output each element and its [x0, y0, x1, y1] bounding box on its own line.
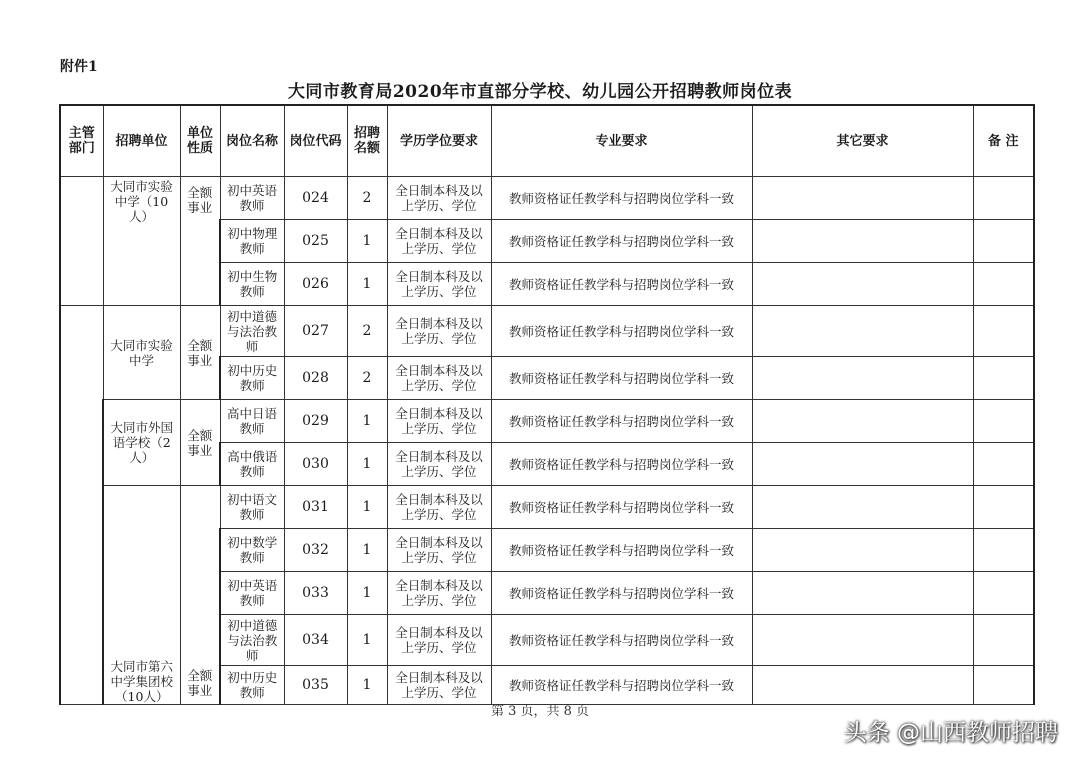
watermark-text: 头条 @山西教师招聘 [843, 720, 1058, 746]
notes-cell [973, 263, 1034, 306]
other-cell [752, 400, 973, 443]
position-cell: 初中生物教师 [220, 263, 284, 306]
major-cell: 教师资格证任教学科与招聘岗位学科一致 [491, 443, 752, 486]
header-dept: 主管部门 [60, 105, 103, 177]
other-cell [752, 220, 973, 263]
header-code: 岗位代码 [284, 105, 347, 177]
major-cell: 教师资格证任教学科与招聘岗位学科一致 [491, 220, 752, 263]
quota-cell: 1 [347, 486, 387, 529]
major-cell: 教师资格证任教学科与招聘岗位学科一致 [491, 177, 752, 220]
other-cell [752, 357, 973, 400]
education-cell: 全日制本科及以上学历、学位 [387, 572, 491, 615]
position-cell: 初中语文教师 [220, 486, 284, 529]
position-cell: 高中俄语教师 [220, 443, 284, 486]
notes-cell [973, 357, 1034, 400]
education-cell: 全日制本科及以上学历、学位 [387, 666, 491, 705]
table-row [60, 400, 1034, 443]
header-other: 其它要求 [752, 105, 973, 177]
header-major: 专业要求 [491, 105, 752, 177]
education-cell: 全日制本科及以上学历、学位 [387, 220, 491, 263]
other-cell [752, 306, 973, 357]
dept-cell [60, 177, 103, 306]
quota-cell: 2 [347, 177, 387, 220]
notes-cell [973, 486, 1034, 529]
code-cell: 028 [284, 357, 347, 400]
education-cell: 全日制本科及以上学历、学位 [387, 443, 491, 486]
notes-cell [973, 572, 1034, 615]
code-cell: 034 [284, 615, 347, 666]
other-cell [752, 572, 973, 615]
position-cell: 初中英语教师 [220, 572, 284, 615]
nature-cell: 全额事业 [180, 400, 220, 486]
table-row [60, 306, 1034, 357]
quota-cell: 1 [347, 572, 387, 615]
page-number-footer: 第 3 页，共 8 页 [490, 704, 590, 719]
other-cell [752, 666, 973, 705]
notes-cell [973, 615, 1034, 666]
document-title: 大同市教育局2020年市直部分学校、幼儿园公开招聘教师岗位表 [287, 82, 793, 102]
table-row [60, 486, 1034, 529]
education-cell: 全日制本科及以上学历、学位 [387, 400, 491, 443]
quota-cell: 1 [347, 220, 387, 263]
code-cell: 031 [284, 486, 347, 529]
major-cell: 教师资格证任教学科与招聘岗位学科一致 [491, 572, 752, 615]
quota-cell: 1 [347, 666, 387, 705]
other-cell [752, 263, 973, 306]
position-cell: 初中物理教师 [220, 220, 284, 263]
major-cell: 教师资格证任教学科与招聘岗位学科一致 [491, 666, 752, 705]
quota-cell: 1 [347, 529, 387, 572]
major-cell: 教师资格证任教学科与招聘岗位学科一致 [491, 400, 752, 443]
other-cell [752, 486, 973, 529]
code-cell: 024 [284, 177, 347, 220]
position-cell: 初中历史教师 [220, 357, 284, 400]
notes-cell [973, 666, 1034, 705]
quota-cell: 2 [347, 357, 387, 400]
education-cell: 全日制本科及以上学历、学位 [387, 615, 491, 666]
recruitment-table [59, 104, 1035, 705]
notes-cell [973, 400, 1034, 443]
quota-cell: 1 [347, 400, 387, 443]
header-quota: 招聘名额 [347, 105, 387, 177]
nature-cell: 全额事业 [180, 177, 220, 306]
code-cell: 027 [284, 306, 347, 357]
education-cell: 全日制本科及以上学历、学位 [387, 529, 491, 572]
code-cell: 033 [284, 572, 347, 615]
quota-cell: 2 [347, 306, 387, 357]
position-cell: 初中道德与法治教师 [220, 615, 284, 666]
major-cell: 教师资格证任教学科与招聘岗位学科一致 [491, 263, 752, 306]
position-cell: 初中道德与法治教师 [220, 306, 284, 357]
other-cell [752, 615, 973, 666]
unit-cell: 大同市实验中学 [103, 306, 180, 400]
header-notes: 备 注 [973, 105, 1034, 177]
education-cell: 全日制本科及以上学历、学位 [387, 177, 491, 220]
code-cell: 025 [284, 220, 347, 263]
major-cell: 教师资格证任教学科与招聘岗位学科一致 [491, 615, 752, 666]
major-cell: 教师资格证任教学科与招聘岗位学科一致 [491, 357, 752, 400]
header-nature: 单位性质 [180, 105, 220, 177]
nature-cell: 全额事业 [180, 486, 220, 705]
position-cell: 高中日语教师 [220, 400, 284, 443]
major-cell: 教师资格证任教学科与招聘岗位学科一致 [491, 529, 752, 572]
code-cell: 032 [284, 529, 347, 572]
other-cell [752, 443, 973, 486]
quota-cell: 1 [347, 263, 387, 306]
code-cell: 029 [284, 400, 347, 443]
table-row [60, 177, 1034, 220]
quota-cell: 1 [347, 443, 387, 486]
position-cell: 初中英语教师 [220, 177, 284, 220]
notes-cell [973, 306, 1034, 357]
header-education: 学历学位要求 [387, 105, 491, 177]
unit-cell: 大同市外国语学校（2人） [103, 400, 180, 486]
notes-cell [973, 220, 1034, 263]
education-cell: 全日制本科及以上学历、学位 [387, 306, 491, 357]
position-cell: 初中数学教师 [220, 529, 284, 572]
major-cell: 教师资格证任教学科与招聘岗位学科一致 [491, 306, 752, 357]
education-cell: 全日制本科及以上学历、学位 [387, 486, 491, 529]
nature-cell: 全额事业 [180, 306, 220, 400]
dept-cell [60, 306, 103, 705]
code-cell: 035 [284, 666, 347, 705]
quota-cell: 1 [347, 615, 387, 666]
education-cell: 全日制本科及以上学历、学位 [387, 263, 491, 306]
unit-cell: 大同市实验中学（10人） [103, 177, 180, 306]
code-cell: 030 [284, 443, 347, 486]
table-header-row [60, 105, 1034, 177]
header-unit: 招聘单位 [103, 105, 180, 177]
notes-cell [973, 443, 1034, 486]
major-cell: 教师资格证任教学科与招聘岗位学科一致 [491, 486, 752, 529]
code-cell: 026 [284, 263, 347, 306]
other-cell [752, 177, 973, 220]
notes-cell [973, 177, 1034, 220]
attachment-label: 附件1 [60, 59, 98, 75]
education-cell: 全日制本科及以上学历、学位 [387, 357, 491, 400]
position-cell: 初中历史教师 [220, 666, 284, 705]
notes-cell [973, 529, 1034, 572]
unit-cell: 大同市第六中学集团校（10人） [103, 486, 180, 705]
other-cell [752, 529, 973, 572]
header-position: 岗位名称 [220, 105, 284, 177]
